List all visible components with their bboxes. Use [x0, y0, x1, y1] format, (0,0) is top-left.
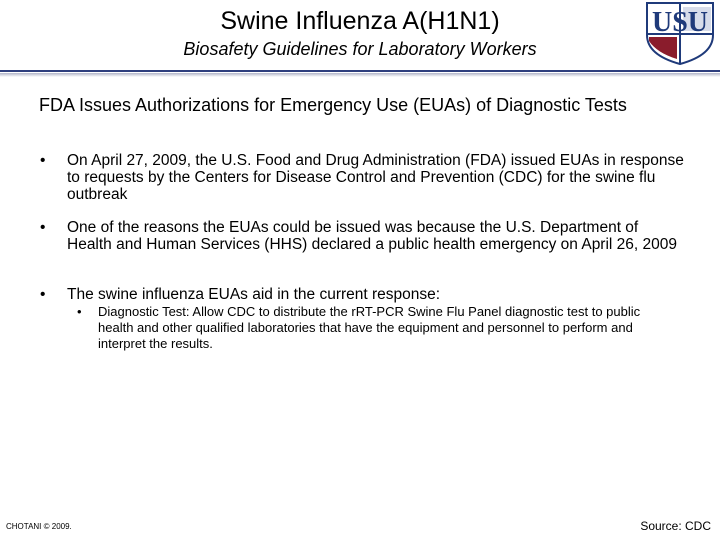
header-rule	[0, 70, 720, 72]
copyright-notice: CHOTANI © 2009.	[6, 522, 72, 531]
bullet-text-2: One of the reasons the EUAs could be issued was because the U.S. Department of Health and Human Services (HHS) declared a public health emergency on April 26, 2009	[67, 219, 678, 253]
sub-bullet-text-1: Diagnostic Test: Allow CDC to distribute the rRT-PCR Swine Flu Panel diagnostic test to public health and other qualified laboratories that have the equipment and personnel to perform and interpret the results.	[98, 304, 641, 351]
section-heading: FDA Issues Authorizations for Emergency Use (EUAs) of Diagnostic Tests	[39, 95, 627, 115]
usu-logo	[645, 1, 715, 65]
sub-bullet-marker: •	[77, 304, 82, 319]
bullet-marker: •	[40, 152, 46, 169]
bullet-text-3: The swine influenza EUAs aid in the current response:	[67, 286, 441, 303]
bullet-marker: •	[40, 286, 46, 303]
slide-title: Swine Influenza A(H1N1)	[220, 7, 500, 35]
bullet-text-1: On April 27, 2009, the U.S. Food and Drug Administration (FDA) issued EUAs in response to requests by the Centers for Disease Control and Prevention (CDC) for the swine flu outbreak	[67, 152, 684, 203]
slide-subtitle: Biosafety Guidelines for Laboratory Workers	[183, 39, 537, 59]
source-credit: Source: CDC	[640, 519, 711, 533]
bullet-marker: •	[40, 219, 46, 236]
logo-text: USU	[651, 7, 709, 38]
header-rule-shadow	[0, 73, 720, 77]
